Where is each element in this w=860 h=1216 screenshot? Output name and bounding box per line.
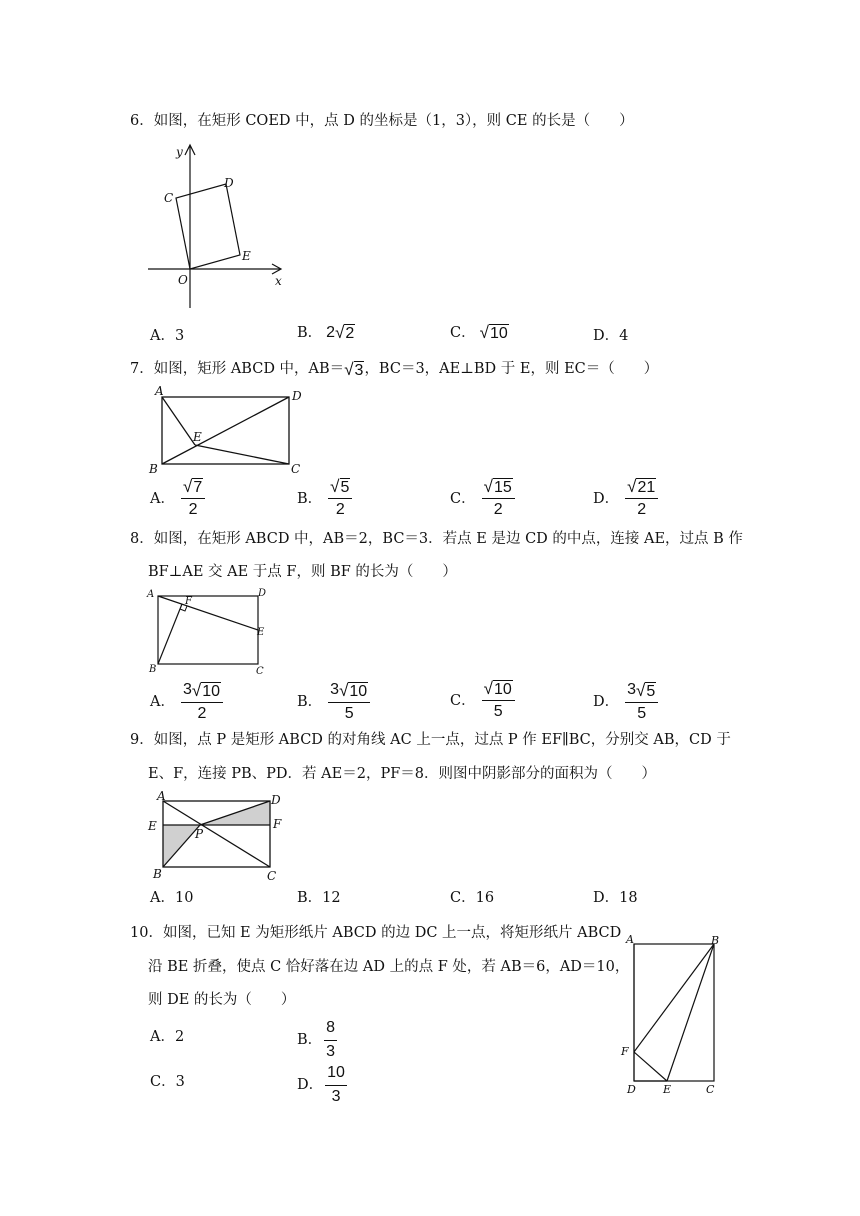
q7-option-b[interactable]: B． √ 5 2 [297,478,352,520]
q6-label-e: E [242,249,251,263]
q9-label-d: D [271,793,281,807]
q9-label-b: B [153,867,162,881]
q10-option-b[interactable]: B． $\frac{8}{3}$ [297,1019,336,1060]
q6-option-c[interactable]: C． √ 10 [450,323,508,342]
q7-label-a: A [155,384,164,398]
q8-label-a: A [147,589,155,600]
q7-rectangle-figure [145,385,315,475]
q8-option-d[interactable]: D． 3 √ 5 5 [593,680,658,724]
q10-option-d[interactable]: D． $\frac{10}{3}$ [297,1064,345,1105]
q8-label-c: C [256,666,264,677]
q10-label-f: F [621,1045,629,1058]
q8-label-d: D [258,588,267,599]
q8-option-c[interactable]: C． √ 10 5 [450,680,515,722]
q8-label-b: B [149,664,157,675]
q9-option-b[interactable]: B． 12 [297,890,341,906]
q9-label-c: C [267,869,277,883]
q10-label-a: A [626,933,634,946]
q7-label-c: C [291,462,301,476]
q7-label-d: D [292,389,302,403]
q7-label-e: E [193,430,202,444]
q7-option-c[interactable]: C． √ 15 2 [450,478,515,520]
q10-label-b: B [711,934,720,947]
q10-stem-line2: 沿 BE 折叠，使点 C 恰好落在边 AD 上的点 F 处，若 AB＝6，AD＝10， [148,959,630,975]
q8-stem-line2: BF⊥AE 交 AE 于点 F，则 BF 的长为（ ） [148,564,457,580]
q9-option-d[interactable]: D． 18 [593,890,638,906]
q6-option-a[interactable]: A． 3 [150,328,185,344]
q6-label-c: C [164,191,174,205]
q6-stem: 6．如图，在矩形 COED 中，点 D 的坐标是（1，3），则 CE 的长是（ ） [130,113,634,129]
q10-stem-line3: 则 DE 的长为（ ） [148,992,296,1008]
q7-option-d[interactable]: D． √ 21 2 [593,478,658,520]
q9-stem-line1: 9．如图，点 P 是矩形 ABCD 的对角线 AC 上一点，过点 P 作 EF∥BC，分别交 AB，CD 于 [130,732,731,748]
q8-label-e: E [257,627,265,638]
q10-option-c[interactable]: C． 3 [150,1074,185,1090]
q6-option-d[interactable]: D． 4 [593,328,629,344]
q9-label-a: A [157,789,166,803]
q7-stem: 7．如图，矩形 ABCD 中，AB＝ √ 3 ，BC＝3，AE⊥BD 于 E，则 EC＝（ ） [130,360,659,379]
q9-label-f: F [273,817,282,831]
q6-label-y: y [176,145,183,159]
q8-label-f: F [185,596,192,607]
q10-label-e: E [663,1083,672,1096]
q10-folding-figure [620,930,740,1100]
q6-label-o: O [178,273,188,287]
q9-label-p: P [195,827,204,841]
q8-rectangle-figure [145,588,285,678]
q6-b-coef: 2 [326,324,336,341]
q9-rectangle-figure [145,789,295,883]
q9-option-a[interactable]: A． 10 [150,890,194,906]
q8-option-b[interactable]: B． 3 √ 10 5 [297,680,370,724]
q10-stem-line1: 10．如图，已知 E 为矩形纸片 ABCD 的边 DC 上一点，将矩形纸片 ABCD [130,925,622,941]
q8-option-a[interactable]: A． 3 √ 10 2 [150,680,223,724]
q8-stem-line1: 8．如图，在矩形 ABCD 中，AB＝2，BC＝3．若点 E 是边 CD 的中点，连接 AE，过点 B 作 [130,531,743,547]
q7-option-a[interactable]: A． √ 7 2 [150,478,205,520]
q9-stem-line2: E、F，连接 PB、PD．若 AE＝2，PF＝8．则图中阴影部分的面积为（ ） [148,766,656,782]
q9-label-e: E [148,819,157,833]
q10-label-c: C [706,1083,715,1096]
q10-label-d: D [627,1083,636,1096]
q6-label-x: x [275,274,282,288]
q10-option-a[interactable]: A． 2 [150,1029,185,1045]
q7-label-b: B [149,462,158,476]
q9-option-c[interactable]: C． 16 [450,890,495,906]
q6-label-d: D [224,176,234,190]
q6-option-b[interactable]: B． 2 √ 2 [297,323,355,342]
q6-coordinate-figure [140,140,300,315]
